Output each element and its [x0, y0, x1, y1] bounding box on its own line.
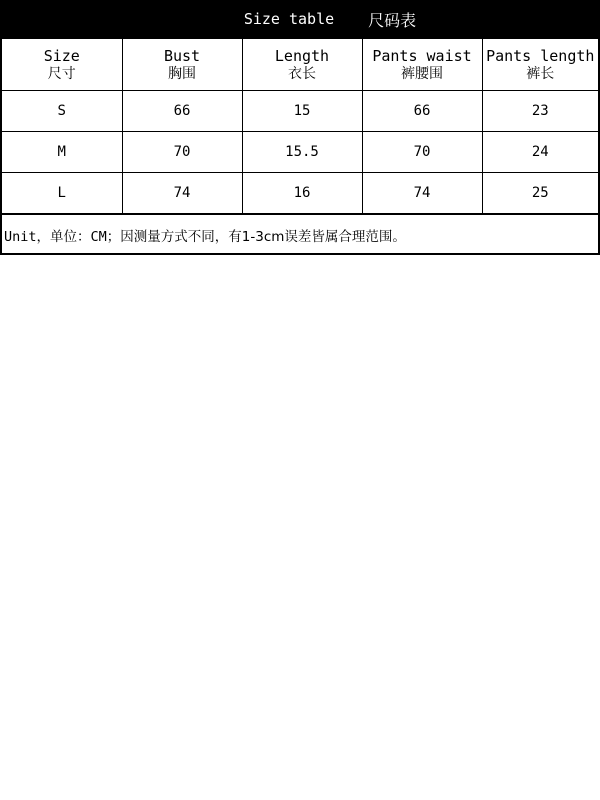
cell-pants-length: 23	[482, 91, 598, 132]
header-size-zh: 尺寸	[47, 65, 76, 82]
table-header-row	[2, 39, 598, 91]
header-pants-waist-zh: 裤腰围	[401, 65, 443, 82]
header-length-en: Length	[274, 46, 330, 65]
header-pants-waist-en: Pants waist	[372, 46, 472, 65]
header-length	[242, 39, 362, 91]
cell-bust: 66	[122, 91, 242, 132]
header-pants-length	[482, 39, 598, 91]
size-chart-title-bar	[2, 0, 598, 38]
unit-label: Unit，单位：CM；	[4, 228, 121, 245]
header-length-zh: 衣长	[288, 65, 316, 82]
tolerance-note: 因测量方式不同，有1-3cm误差皆属合理范围。	[120, 228, 406, 245]
measurement-note	[2, 214, 598, 254]
cell-bust: 74	[122, 173, 242, 214]
header-pants-length-en: Pants length	[486, 46, 595, 65]
header-bust	[122, 39, 242, 91]
cell-length: 15	[242, 91, 362, 132]
cell-size: L	[2, 173, 122, 214]
cell-pants-length: 25	[482, 173, 598, 214]
table-row	[2, 173, 598, 214]
table-row	[2, 132, 598, 173]
cell-size: M	[2, 132, 122, 173]
table-row	[2, 91, 598, 132]
cell-length: 16	[242, 173, 362, 214]
size-chart	[0, 0, 600, 255]
title-chinese: 尺码表	[368, 10, 417, 30]
header-pants-waist	[362, 39, 482, 91]
header-bust-en: Bust	[163, 46, 201, 65]
cell-pants-waist: 66	[362, 91, 482, 132]
header-pants-length-zh: 裤长	[526, 65, 555, 82]
title-english: Size table	[243, 10, 335, 28]
size-table	[2, 38, 598, 214]
cell-pants-length: 24	[482, 132, 598, 173]
header-size	[2, 39, 122, 91]
cell-pants-waist: 74	[362, 173, 482, 214]
header-size-en: Size	[43, 46, 80, 65]
cell-pants-waist: 70	[362, 132, 482, 173]
cell-bust: 70	[122, 132, 242, 173]
cell-size: S	[2, 91, 122, 132]
header-bust-zh: 胸围	[168, 65, 196, 82]
cell-length: 15.5	[242, 132, 362, 173]
